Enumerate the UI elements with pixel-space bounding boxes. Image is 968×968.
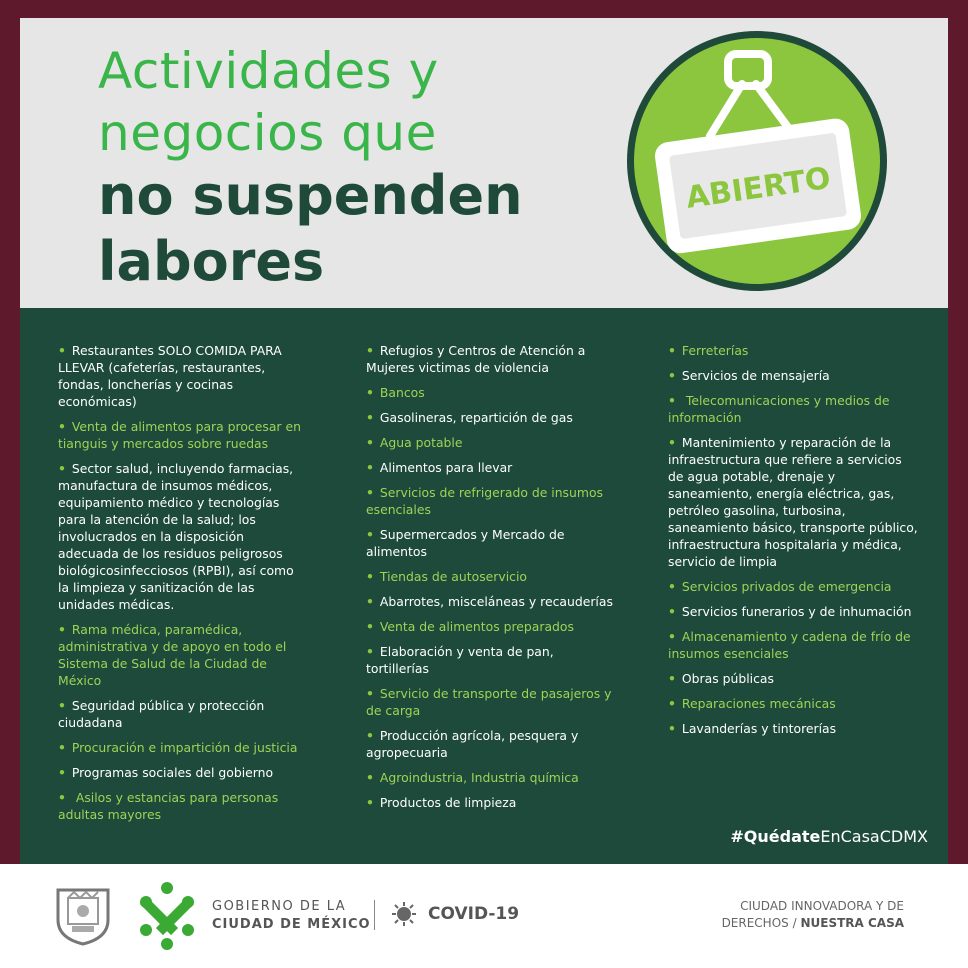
activity-text: Agua potable — [379, 435, 463, 450]
activity-text: Telecomunicaciones y medios de información — [668, 393, 890, 425]
activity-text: Rama médica, paramédica, administrativa y de apoyo en todo el Sistema de Salud de la Ciudad de México — [58, 622, 287, 688]
activity-text: Alimentos para llevar — [379, 460, 513, 475]
ciudad-line-2-b: NUESTRA CASA — [800, 916, 904, 930]
footer — [0, 864, 968, 968]
activity-item — [366, 384, 616, 401]
activity-text: Elaboración y venta de pan, tortillerías — [366, 644, 554, 676]
gov-text — [212, 898, 371, 934]
ciudad-slogan — [722, 898, 904, 932]
activity-item — [58, 621, 308, 689]
bullet-icon: • — [58, 740, 66, 755]
header-panel — [20, 18, 948, 308]
gov-line-2: CIUDAD DE MÉXICO — [212, 917, 371, 932]
activity-item — [668, 695, 918, 712]
activity-item — [366, 434, 616, 451]
activity-text: Agroindustria, Industria química — [379, 770, 579, 785]
bullet-icon: • — [366, 619, 374, 634]
virus-icon — [390, 900, 418, 928]
bullet-icon: • — [668, 721, 676, 736]
activity-text: Tiendas de autoservicio — [379, 569, 527, 584]
activity-text: Refugios y Centros de Atención a Mujeres victimas de violencia — [366, 343, 586, 375]
coat-of-arms-icon — [52, 884, 114, 946]
activity-item — [58, 739, 308, 756]
activity-text: Procuración e impartición de justicia — [71, 740, 298, 755]
activity-item — [668, 367, 918, 384]
activity-text: Gasolineras, repartición de gas — [379, 410, 573, 425]
bullet-icon: • — [668, 435, 676, 450]
activity-item — [366, 593, 616, 610]
activities-column-2 — [366, 342, 616, 819]
activity-item — [58, 789, 308, 823]
activity-text: Bancos — [379, 385, 425, 400]
activity-item — [668, 720, 918, 737]
activity-item — [668, 392, 918, 426]
title-line-4: labores — [98, 230, 325, 293]
activity-text: Obras públicas — [681, 671, 774, 686]
activity-text: Servicios de mensajería — [681, 368, 830, 383]
hashtag-tail: CDMX — [879, 827, 928, 846]
activity-item — [58, 460, 308, 613]
covid-label: COVID-19 — [428, 904, 520, 924]
bullet-icon: • — [58, 622, 66, 637]
activity-text: Venta de alimentos para procesar en tianguis y mercados sobre ruedas — [58, 419, 301, 451]
bullet-icon: • — [668, 393, 676, 408]
activity-item — [366, 794, 616, 811]
bullet-icon: • — [58, 419, 66, 434]
activity-item — [668, 603, 918, 620]
activity-text: Venta de alimentos preparados — [379, 619, 574, 634]
activity-text: Servicios privados de emergencia — [681, 579, 892, 594]
activity-text: Lavanderías y tintorerías — [681, 721, 837, 736]
bullet-icon: • — [366, 795, 374, 810]
bullet-icon: • — [58, 461, 66, 476]
bullet-icon: • — [366, 385, 374, 400]
bullet-icon: • — [58, 765, 66, 780]
activity-item — [668, 670, 918, 687]
activity-item — [58, 418, 308, 452]
activity-item — [58, 764, 308, 781]
bullet-icon: • — [366, 460, 374, 475]
title-line-1: Actividades y — [98, 42, 439, 100]
cdmx-logo-icon — [134, 880, 200, 952]
activities-column-1 — [58, 342, 308, 831]
bullet-icon: • — [366, 343, 374, 358]
activity-item — [366, 727, 616, 761]
sign-text: ABIERTO — [683, 160, 833, 216]
bullet-icon: • — [58, 343, 66, 358]
ciudad-line-1: CIUDAD INNOVADORA Y DE — [740, 899, 904, 913]
ciudad-line-2-a: DERECHOS / — [721, 916, 801, 930]
activity-item — [58, 342, 308, 410]
activity-text: Producción agrícola, pesquera y agropecuaria — [366, 728, 579, 760]
activity-text: Seguridad pública y protección ciudadana — [58, 698, 265, 730]
gov-line-1: GOBIERNO DE LA — [212, 899, 347, 914]
title-line-2: negocios que — [98, 104, 437, 162]
hashtag — [730, 827, 928, 846]
hashtag-bold: #Quédate — [730, 827, 821, 846]
activity-text: Almacenamiento y cadena de frío de insumos esenciales — [668, 629, 911, 661]
bullet-icon: • — [366, 410, 374, 425]
activity-item — [366, 769, 616, 786]
activity-item — [366, 459, 616, 476]
activity-text: Abarrotes, misceláneas y recauderías — [379, 594, 613, 609]
activity-item — [668, 342, 918, 359]
activity-text: Servicio de transporte de pasajeros y de carga — [366, 686, 612, 718]
activity-item — [366, 685, 616, 719]
footer-divider — [374, 900, 375, 930]
activity-item — [366, 643, 616, 677]
activity-item — [366, 618, 616, 635]
activity-item — [366, 342, 616, 376]
bullet-icon: • — [366, 527, 374, 542]
activity-text: Restaurantes SOLO COMIDA PARA LLEVAR (cafeterías, restaurantes, fondas, loncherías y cocinas económicas) — [58, 343, 282, 409]
activity-item — [366, 409, 616, 426]
title-line-3: no suspenden — [98, 164, 523, 227]
activities-column-3 — [668, 342, 918, 745]
activity-text: Asilos y estancias para personas adultas mayores — [58, 790, 279, 822]
bullet-icon: • — [58, 698, 66, 713]
bullet-icon: • — [668, 671, 676, 686]
open-sign-icon — [622, 26, 892, 296]
activity-text: Productos de limpieza — [379, 795, 517, 810]
activity-item — [366, 568, 616, 585]
activity-item — [58, 697, 308, 731]
activity-text: Sector salud, incluyendo farmacias, manufactura de insumos médicos, equipamiento médico y tecnologías para la atención de la salud; los involucrados en la disposición adecuada de los residuos peligrosos biológicosinfecciosos (RPBI), así como la limpieza y sanitización de las unidades médicas. — [58, 461, 294, 612]
activity-text: Reparaciones mecánicas — [681, 696, 836, 711]
activity-text: Supermercados y Mercado de alimentos — [366, 527, 565, 559]
hashtag-light: EnCasa — [820, 827, 880, 846]
activity-text: Mantenimiento y reparación de la infraestructura que refiere a servicios de agua potable, drenaje y saneamiento, energía eléctrica, gas, petróleo gasolina, turbosina, saneamiento básico, transporte público, infraestructura hospitalaria y médica, servicio de limpia — [668, 435, 918, 569]
bullet-icon: • — [366, 569, 374, 584]
activity-item — [366, 526, 616, 560]
bullet-icon: • — [366, 594, 374, 609]
bullet-icon: • — [366, 686, 374, 701]
bullet-icon: • — [366, 485, 374, 500]
activity-text: Servicios funerarios y de inhumación — [681, 604, 912, 619]
bullet-icon: • — [58, 790, 66, 805]
activities-panel — [20, 308, 948, 864]
activity-item — [668, 628, 918, 662]
bullet-icon: • — [668, 343, 676, 358]
activity-text: Programas sociales del gobierno — [71, 765, 274, 780]
activity-text: Ferreterías — [681, 343, 749, 358]
bullet-icon: • — [668, 696, 676, 711]
activity-item — [668, 434, 918, 570]
bullet-icon: • — [668, 629, 676, 644]
bullet-icon: • — [366, 435, 374, 450]
activity-item — [366, 484, 616, 518]
activity-item — [668, 578, 918, 595]
bullet-icon: • — [668, 604, 676, 619]
bullet-icon: • — [366, 770, 374, 785]
ciudad-line-2 — [722, 915, 904, 932]
bullet-icon: • — [668, 579, 676, 594]
activity-text: Servicios de refrigerado de insumos esenciales — [366, 485, 603, 517]
bullet-icon: • — [668, 368, 676, 383]
bullet-icon: • — [366, 728, 374, 743]
bullet-icon: • — [366, 644, 374, 659]
